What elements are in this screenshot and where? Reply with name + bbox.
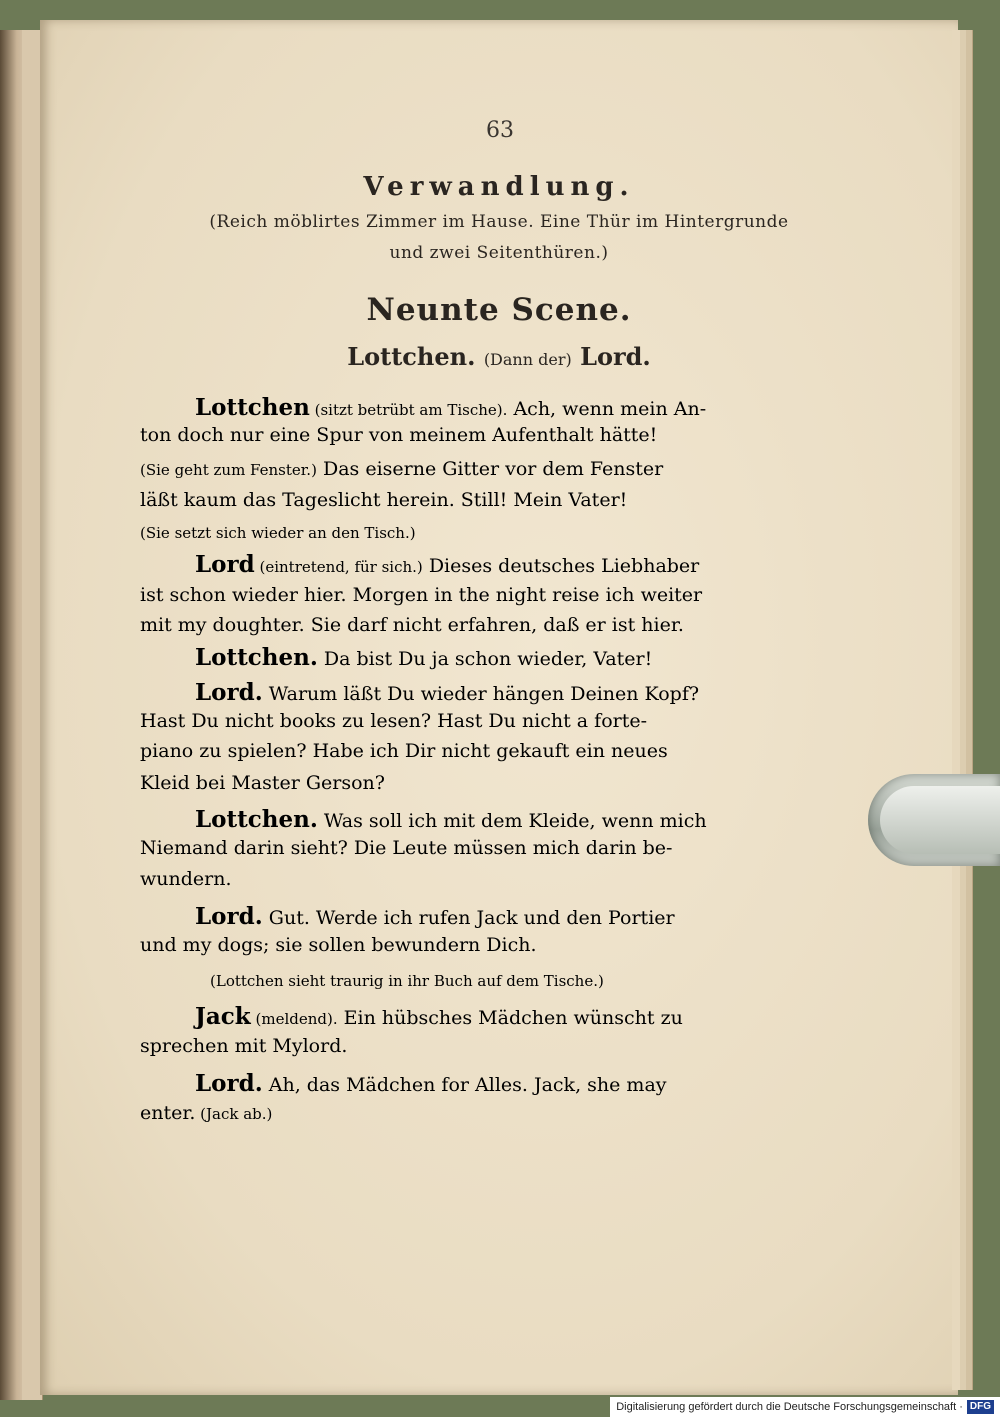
dialogue-text: Hast Du nicht books zu lesen? Hast Du nicht a forte- bbox=[140, 710, 648, 732]
dialogue-line bbox=[140, 458, 663, 480]
dialogue-line bbox=[195, 1070, 667, 1097]
speaker-name: Lord. bbox=[195, 1070, 263, 1097]
stage-direction: (Jack ab.) bbox=[195, 1105, 273, 1123]
character-name: Lord. bbox=[580, 342, 651, 371]
dialogue-text: mit my doughter. Sie darf nicht erfahren, daß er ist hier. bbox=[140, 614, 684, 636]
stage-direction: (eintretend, für sich.) bbox=[254, 558, 423, 576]
dialogue-line bbox=[140, 489, 627, 511]
dialogue-line bbox=[140, 584, 702, 606]
dialogue-text: ist schon wieder hier. Morgen in the night reise ich weiter bbox=[140, 584, 703, 606]
footer-credit: Digitalisierung gefördert durch die Deutsche Forschungsgemeinschaft · bbox=[616, 1401, 963, 1413]
dialogue-line bbox=[140, 934, 537, 956]
dialogue-line bbox=[195, 679, 699, 706]
dialogue-text: sprechen mit Mylord. bbox=[140, 1035, 348, 1057]
dialogue-text: Das eiserne Gitter vor dem Fenster bbox=[316, 458, 664, 480]
stage-direction: (sitzt betrübt am Tische). bbox=[309, 401, 508, 419]
stage-setting-line: und zwei Seitenthüren.) bbox=[389, 243, 609, 263]
character-name: Lottchen. bbox=[347, 342, 476, 371]
dialogue-text: wundern. bbox=[140, 868, 232, 890]
dialogue-line bbox=[140, 424, 657, 446]
dialogue-line bbox=[140, 521, 416, 543]
dialogue-text: Dieses deutsches Liebhaber bbox=[422, 555, 700, 577]
stage-direction: (Sie geht zum Fenster.) bbox=[140, 461, 317, 479]
dfg-logo: DFG bbox=[967, 1400, 994, 1414]
scene-characters bbox=[40, 342, 958, 371]
dialogue-line bbox=[140, 614, 684, 636]
stage-direction: (Lottchen sieht traurig in ihr Buch auf dem Tische.) bbox=[210, 972, 604, 990]
dialogue-text: und my dogs; sie sollen bewundern Dich. bbox=[140, 934, 537, 956]
dialogue-line bbox=[195, 394, 706, 421]
dialogue-line bbox=[140, 740, 668, 762]
dialogue-line bbox=[195, 903, 675, 930]
stage-direction: (meldend). bbox=[250, 1010, 338, 1028]
dialogue-line bbox=[195, 644, 652, 671]
dialogue-line bbox=[140, 1035, 347, 1057]
dialogue-text: Ach, wenn mein An- bbox=[507, 398, 707, 420]
scanner-thumb-clip-highlight bbox=[880, 786, 1000, 854]
speaker-name: Jack bbox=[195, 1003, 251, 1030]
dialogue-text: Gut. Werde ich rufen Jack und den Portier bbox=[262, 907, 675, 929]
speaker-name: Lord. bbox=[195, 903, 263, 930]
dialogue-line bbox=[140, 710, 647, 732]
dialogue-text: Ein hübsches Mädchen wünscht zu bbox=[337, 1007, 683, 1029]
speaker-name: Lottchen bbox=[195, 394, 310, 421]
stage-direction: (Dann der) bbox=[483, 350, 572, 369]
dialogue-text: Was soll ich mit dem Kleide, wenn mich bbox=[317, 810, 707, 832]
dialogue-text: ton doch nur eine Spur von meinem Aufenthalt hätte! bbox=[140, 424, 658, 446]
scene-title: Neunte Scene. bbox=[366, 292, 632, 328]
dialogue-text: enter. bbox=[140, 1102, 196, 1124]
stage-direction: (Sie setzt sich wieder an den Tisch.) bbox=[140, 524, 416, 542]
dialogue-text: Kleid bei Master Gerson? bbox=[140, 772, 385, 794]
speaker-name: Lottchen. bbox=[195, 806, 318, 833]
dialogue-text: piano zu spielen? Habe ich Dir nicht gekauft ein neues bbox=[140, 740, 668, 762]
dialogue-text: Da bist Du ja schon wieder, Vater! bbox=[317, 648, 653, 670]
dialogue-line bbox=[140, 772, 385, 794]
dialogue-text: Warum läßt Du wieder hängen Deinen Kopf? bbox=[262, 683, 700, 705]
section-title: Verwandlung. bbox=[363, 172, 635, 202]
dialogue-text: Ah, das Mädchen for Alles. Jack, she may bbox=[262, 1074, 667, 1096]
dialogue-text: läßt kaum das Tageslicht herein. Still! Mein Vater! bbox=[140, 489, 628, 511]
page-number: 63 bbox=[486, 118, 514, 143]
dialogue-line bbox=[140, 837, 672, 859]
dialogue-line bbox=[195, 551, 699, 578]
dialogue-line bbox=[140, 868, 232, 890]
speaker-name: Lord bbox=[195, 551, 255, 578]
digitization-footer bbox=[610, 1397, 1000, 1417]
dialogue-line bbox=[195, 1003, 683, 1030]
dialogue-line bbox=[140, 1102, 272, 1124]
speaker-name: Lord. bbox=[195, 679, 263, 706]
dialogue-line bbox=[195, 806, 707, 833]
speaker-name: Lottchen. bbox=[195, 644, 318, 671]
dialogue-text: Niemand darin sieht? Die Leute müssen mich darin be- bbox=[140, 837, 673, 859]
stage-setting-line: (Reich möblirtes Zimmer im Hause. Eine Thür im Hintergrunde bbox=[209, 212, 789, 232]
dialogue-line bbox=[210, 969, 604, 991]
page-stack-edge bbox=[966, 30, 973, 1390]
